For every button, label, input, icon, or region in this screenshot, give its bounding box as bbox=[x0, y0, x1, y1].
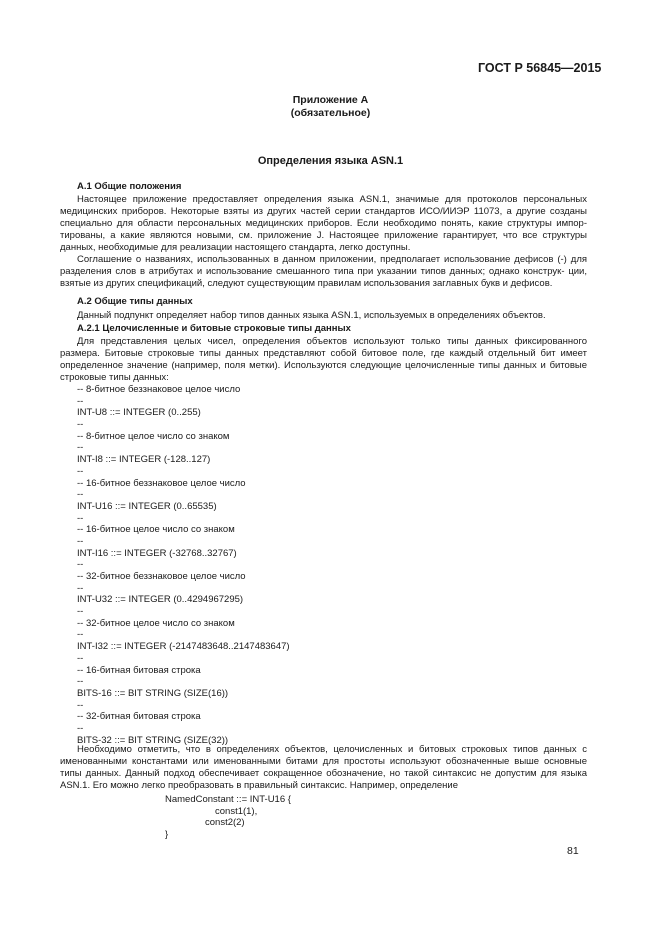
code-line: -- bbox=[77, 722, 84, 734]
code-line: -- 32-битное беззнаковое целое число bbox=[77, 571, 246, 582]
code-line: -- bbox=[77, 629, 84, 641]
example-line-1: NamedConstant ::= INT-U16 { bbox=[165, 794, 291, 805]
section-a2-body bbox=[60, 310, 587, 322]
code-line: -- bbox=[77, 419, 84, 431]
code-line: -- bbox=[77, 582, 84, 594]
note-body bbox=[60, 744, 587, 792]
code-line: -- bbox=[77, 512, 84, 524]
code-line: -- 8-битное целое число со знаком bbox=[77, 430, 230, 442]
code-line: BITS-32 ::= BIT STRING (SIZE(32)) bbox=[77, 734, 229, 746]
code-line: -- 16-битное целое число со знаком bbox=[77, 524, 235, 536]
code-line: -- bbox=[77, 395, 84, 407]
code-line: -- 32-битная битовая строка bbox=[77, 711, 201, 723]
section-a21-heading: А.2.1 Целочисленные и битовые строковые типы данных bbox=[77, 323, 351, 334]
code-line: INT-I32 ::= INTEGER (-2147483648..2147483647) bbox=[77, 641, 290, 653]
code-line: -- 8-битное беззнаковое целое число bbox=[77, 384, 241, 395]
code-line: -- bbox=[77, 465, 84, 477]
page-number: 81 bbox=[567, 845, 579, 857]
code-line: INT-I8 ::= INTEGER (-128..127) bbox=[77, 454, 211, 466]
annex-subtitle: (обязательное) bbox=[290, 107, 371, 119]
a1-paragraph-2: Соглашение о названиях, использованных в данном приложении, предполагает использование дефисов (-) для разделения слов в атрибутах и использование смешанного типа при указании типов данных; однако конструк- ции, взятые из других спецификаций, следуют существующим правилам использования заглавных букв и дефисов. bbox=[60, 254, 588, 289]
a2-paragraph: Данный подпункт определяет набор типов данных языка ASN.1, используемых в определениях объектов. bbox=[77, 310, 546, 321]
code-line: -- bbox=[77, 559, 84, 571]
code-line: INT-U32 ::= INTEGER (0..4294967295) bbox=[77, 594, 244, 606]
code-line: -- bbox=[77, 652, 84, 664]
code-line: INT-U8 ::= INTEGER (0..255) bbox=[77, 407, 201, 419]
example-line-4: } bbox=[165, 829, 169, 840]
example-line-3: const2(2) bbox=[205, 817, 245, 828]
code-line: -- 32-битное целое число со знаком bbox=[77, 617, 235, 629]
code-line: -- 16-битное беззнаковое целое число bbox=[77, 477, 246, 489]
annex-title: Приложение А bbox=[292, 94, 369, 106]
code-line: INT-I16 ::= INTEGER (-32768..32767) bbox=[77, 547, 237, 559]
document-title: Определения языка ASN.1 bbox=[257, 155, 404, 167]
standard-number: ГОСТ Р 56845—2015 bbox=[478, 61, 602, 75]
a1-paragraph-1: Настоящее приложение предоставляет определения языка ASN.1, значимые для протоколов персональных медицинских приборов. Некоторые взяты из других частей серии стандартов ИСО/ИИЭР 11073, а другие созданы специально для области персональных медицинских приборов. Если необходимо понять, какие структуры импор- тированы, а какие являются новыми, см. приложение J. Настоящее приложение гарантирует, что все структуры данных, необходимые для реализации настоящего стандарта, легко доступны. bbox=[60, 194, 587, 253]
example-line-2: const1(1), bbox=[215, 806, 258, 817]
section-a1-heading: А.1 Общие положения bbox=[77, 181, 182, 192]
section-a2-heading: А.2 Общие типы данных bbox=[77, 296, 193, 307]
note-paragraph: Необходимо отметить, что в определениях объектов, целочисленных и битовых строковых типов данных с именованными константами или именованными битами для простоты используют обозначенные выше основные типы данных. Данный подход обеспечивает сокращенное обозначение, но такой синтаксис не допустим для языка ASN.1. Его можно легко преобразовать в правильный синтаксис. Например, определение bbox=[60, 744, 587, 791]
code-line: -- bbox=[77, 676, 84, 688]
a21-paragraph: Для представления целых чисел, определения объектов используют только типы данных фиксированного размера. Битовые строковые типы данных представляют собой битовое поле, где каждый отдельный бит имеет определенное значение (например, поля метки). Используются следующие целочисленные типы данных и битовые строковые типы данных: bbox=[60, 336, 587, 383]
code-line: -- 16-битная битовая строка bbox=[77, 664, 201, 676]
code-line: BITS-16 ::= BIT STRING (SIZE(16)) bbox=[77, 687, 229, 699]
section-a21-body bbox=[60, 336, 587, 384]
code-line: -- bbox=[77, 535, 84, 547]
section-a1-body bbox=[60, 194, 587, 290]
code-line: INT-U16 ::= INTEGER (0..65535) bbox=[77, 500, 217, 512]
code-line: -- bbox=[77, 606, 84, 618]
code-line: -- bbox=[77, 442, 84, 454]
code-line: -- bbox=[77, 489, 84, 501]
code-line: -- bbox=[77, 699, 84, 711]
asn1-code-block bbox=[77, 384, 290, 746]
